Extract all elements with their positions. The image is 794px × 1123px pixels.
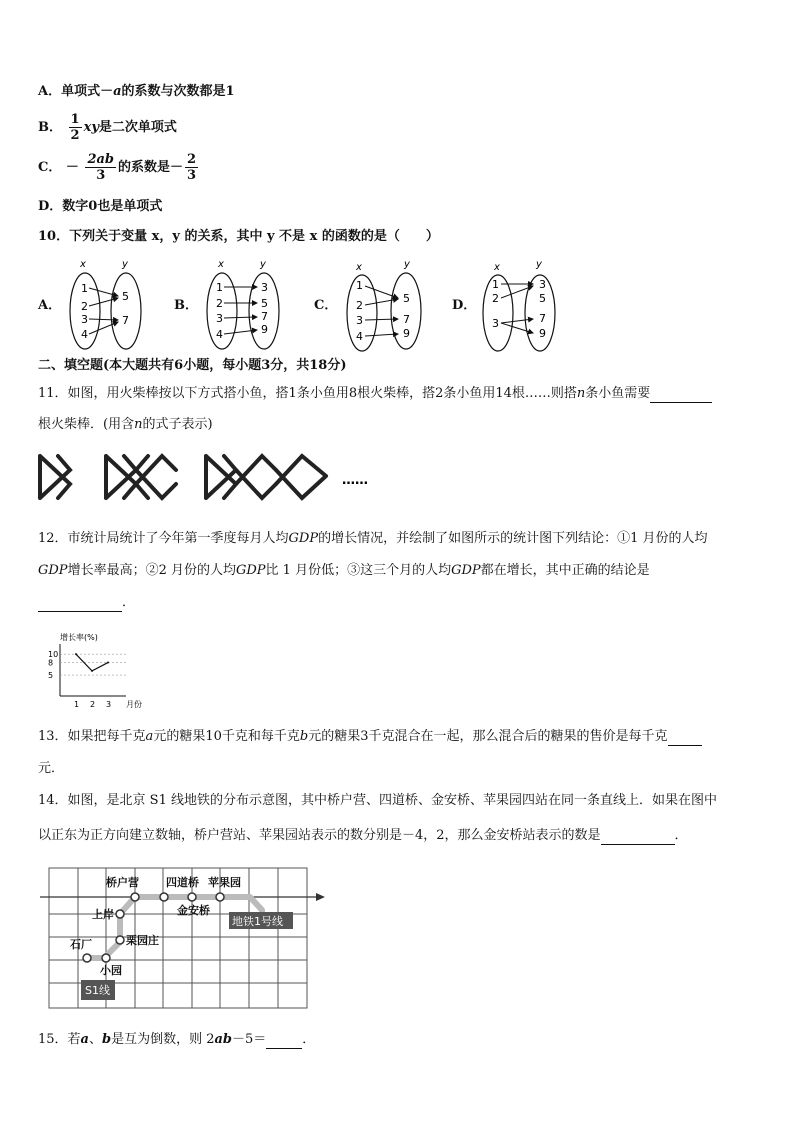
svg-text:3: 3: [539, 278, 546, 291]
svg-text:2: 2: [81, 300, 88, 313]
svg-text:1: 1: [356, 279, 363, 292]
subway-map: [40, 862, 330, 1014]
fraction-2-3: $\frac{2}{3}$: [187, 152, 197, 183]
line1-label: 地铁1号线: [232, 915, 283, 928]
svg-text:y: y: [536, 259, 542, 270]
svg-text:3: 3: [81, 313, 88, 326]
matchstick-fish-figure: [36, 448, 376, 506]
fraction-2ab-3: $\frac{2ab}{3}$: [87, 152, 114, 183]
svg-text:9: 9: [403, 327, 410, 340]
section-title: 二、填空题(本大题共有6小题，每小题3分，共18分): [38, 358, 347, 373]
y-tick-label: 5: [48, 671, 54, 681]
q12-text-line2: GDP增长率最高；②2 月份的人均GDP比 1 月份低；③这三个月的人均GDP都在增长，其中正确的结论是: [38, 563, 650, 578]
x-tick-label: 3: [106, 700, 112, 709]
chart-ylabel: 增长率(%): [60, 633, 98, 642]
q11-text-line1: 11．如图，用火柴棒按以下方式搭小鱼，搭1条小鱼用8根火柴棒，搭2条小鱼用14根……则搭n条小鱼需要: [38, 385, 712, 403]
q14-text-line1: 14．如图，是北京 S1 线地铁的分布示意图，其中桥户营、四道桥、金安桥、苹果园四站在同一条直线上．如果在图中: [38, 793, 717, 808]
svg-text:3: 3: [492, 317, 499, 330]
svg-text:5: 5: [261, 297, 268, 310]
station-shichang: 石厂: [70, 938, 92, 951]
svg-text:5: 5: [122, 290, 129, 303]
svg-text:1: 1: [81, 282, 88, 295]
svg-text:2: 2: [492, 292, 499, 305]
svg-text:3: 3: [356, 314, 363, 327]
q13-text-line2: 元．: [38, 761, 65, 776]
s1-label: S1线: [85, 984, 110, 997]
svg-text:5: 5: [539, 292, 546, 305]
answer-blank: [38, 597, 122, 612]
mapping-diagram-c: [338, 256, 428, 352]
chart-xlabel: 月份: [126, 700, 142, 709]
q10-stem: 10．下列关于变量 x，y 的关系，其中 y 不是 x 的函数的是（ ）: [38, 229, 439, 244]
q9-option-c: C． － $\frac{2ab}{3}$ 的系数是－ $\frac{2}{3}$: [38, 152, 197, 183]
svg-text:4: 4: [216, 328, 223, 341]
x-tick-label: 1: [74, 700, 80, 709]
mapping-diagram-d: [476, 256, 566, 352]
x-label: x: [80, 259, 86, 270]
svg-text:2: 2: [216, 297, 223, 310]
q10-label-b: B．: [174, 298, 198, 313]
continuation-dots: ……: [342, 473, 368, 488]
fraction-half: $\frac{1}{2}$: [70, 112, 80, 143]
station-qiaohuying: 桥户营: [106, 876, 139, 889]
svg-text:9: 9: [539, 327, 546, 340]
q11-text-line2: 根火柴棒．(用含n的式子表示): [38, 417, 213, 432]
y-tick-label: 10: [48, 650, 59, 660]
svg-text:x: x: [218, 259, 224, 270]
answer-blank: [650, 388, 712, 403]
station-pingguoyuan: 苹果园: [208, 876, 241, 889]
mapping-diagram-a: [62, 256, 152, 352]
svg-text:4: 4: [356, 330, 363, 343]
svg-text:5: 5: [403, 292, 410, 305]
svg-text:3: 3: [261, 281, 268, 294]
svg-text:y: y: [260, 259, 266, 270]
svg-text:1: 1: [216, 281, 223, 294]
svg-text:9: 9: [261, 323, 268, 336]
svg-text:7: 7: [261, 310, 268, 323]
station-xiaoyuan: 小园: [100, 964, 122, 977]
q9-option-d: D．数字0也是单项式: [38, 199, 163, 214]
x-tick-label: 2: [90, 700, 96, 709]
svg-text:7: 7: [539, 312, 546, 325]
q15-text: 15．若a、b是互为倒数，则 2ab－5＝ ．: [38, 1032, 316, 1047]
q12-text-line1: 12．市统计局统计了今年第一季度每月人均GDP的增长情况，并绘制了如图所示的统计图下列结论：①1 月份的人均: [38, 531, 708, 546]
q10-label-c: C．: [314, 298, 338, 313]
svg-text:7: 7: [122, 314, 129, 327]
svg-text:3: 3: [216, 312, 223, 325]
q13-text-line1: 13．如果把每千克a元的糖果10千克和每千克b元的糖果3千克混合在一起，那么混合后的糖果的售价是每千克: [38, 728, 702, 746]
svg-text:2: 2: [356, 299, 363, 312]
q10-label-d: D．: [452, 298, 477, 313]
q10-label-a: A．: [38, 298, 62, 313]
answer-blank: [601, 830, 675, 845]
mapping-diagram-b: [198, 256, 288, 352]
y-tick-label: 8: [48, 658, 54, 668]
q9-option-a: A．单项式－a的系数与次数都是1: [38, 84, 235, 99]
q14-text-line2: 以正东为正方向建立数轴，桥户营站、苹果园站表示的数分别是－4，2，那么金安桥站表示的数是 ．: [38, 828, 688, 843]
svg-text:7: 7: [403, 313, 410, 326]
answer-blank: [266, 1034, 302, 1049]
svg-text:4: 4: [81, 328, 88, 341]
svg-text:x: x: [494, 262, 500, 273]
station-shangan: 上岸: [92, 908, 114, 921]
svg-text:x: x: [356, 262, 362, 273]
station-jinanqiao: 金安桥: [177, 904, 210, 917]
q9-option-b: B． $\frac{1}{2}$ xy是二次单项式: [38, 112, 177, 143]
answer-blank: [668, 731, 702, 746]
q12-answer-line: ．: [38, 594, 135, 612]
svg-text:y: y: [404, 259, 410, 270]
svg-text:1: 1: [492, 278, 499, 291]
y-label: y: [122, 259, 128, 270]
station-liyuanzhuang: 栗园庄: [126, 934, 159, 947]
growth-rate-chart: [46, 628, 156, 710]
station-sidaoqiao: 四道桥: [166, 876, 199, 889]
